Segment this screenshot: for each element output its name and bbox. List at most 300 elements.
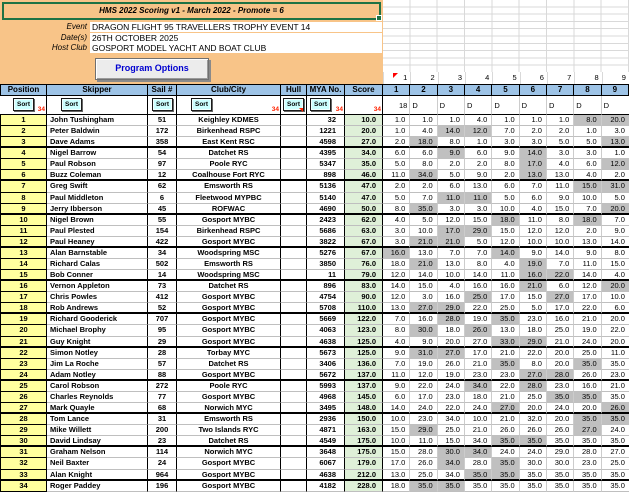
- race-result-cell: 4.0: [602, 270, 629, 281]
- race-result-cell: 9.0: [520, 248, 547, 259]
- hull-cell: [281, 159, 307, 170]
- race-result-cell: 32.0: [520, 414, 547, 425]
- race-result-cell: 14.0: [383, 403, 410, 414]
- column-header-row: [0, 84, 629, 96]
- sail-number-cell: 28: [148, 348, 177, 359]
- race-result-cell: 15.0: [383, 447, 410, 458]
- sheet-title-cell[interactable]: [2, 2, 381, 20]
- race-result-cell: 4.0: [383, 215, 410, 226]
- club-cell: Poole RYC: [177, 381, 281, 392]
- race-result-cell: 27.0: [465, 337, 492, 348]
- skipper-cell: Mike Willett: [47, 425, 148, 436]
- race-result-cell: 29.0: [520, 337, 547, 348]
- race-result-cell: 16.0: [520, 270, 547, 281]
- race-result-cell: 17.0: [574, 292, 601, 303]
- hull-cell: [281, 458, 307, 469]
- mya-number-cell: 5136: [307, 181, 345, 192]
- race-result-cell: 18.0: [438, 325, 465, 336]
- race-result-cell: 10.0: [383, 436, 410, 447]
- discard-flag: D: [466, 101, 473, 110]
- hull-cell: [281, 292, 307, 303]
- race-result-cell: 35.0: [492, 458, 519, 469]
- position-cell: 7: [0, 181, 47, 192]
- race-result-cell: 7.0: [602, 215, 629, 226]
- sail-number-cell: 62: [148, 181, 177, 192]
- skipper-cell: Michael Brophy: [47, 325, 148, 336]
- race-result-cell: 21.0: [520, 281, 547, 292]
- sort-button-mya[interactable]: Sort: [310, 98, 331, 111]
- race-result-cell: 21.0: [547, 337, 574, 348]
- score-cell: 175.0: [345, 436, 383, 447]
- race-result-cell: 29.0: [438, 303, 465, 314]
- sort-cell-hull: [281, 96, 307, 115]
- race-result-cell: 14.0: [492, 248, 519, 259]
- race-result-cell: 2.0: [383, 137, 410, 148]
- club-cell: Gosport MYBC: [177, 458, 281, 469]
- race-result-cell: 23.0: [410, 414, 437, 425]
- mya-number-cell: 5673: [307, 348, 345, 359]
- race-result-cell: 11.0: [465, 193, 492, 204]
- race-result-cell: 20.0: [602, 337, 629, 348]
- club-cell: Gosport MYBC: [177, 215, 281, 226]
- hull-cell: [281, 215, 307, 226]
- race-result-cell: 7.0: [383, 359, 410, 370]
- skipper-cell: Paul Plested: [47, 226, 148, 237]
- discard-flag: D: [576, 101, 582, 110]
- race-result-cell: 27.0: [438, 348, 465, 359]
- table-row: [0, 193, 629, 204]
- race-number-cell: 7: [547, 72, 574, 84]
- dates-value-cell[interactable]: 26TH OCTOBER 2025: [90, 33, 382, 43]
- mya-number-cell: 32: [307, 115, 345, 126]
- race-result-cell: 5.0: [438, 170, 465, 181]
- race-result-cell: 28.0: [438, 314, 465, 325]
- race-result-cell: 2.0: [574, 226, 601, 237]
- race-result-cell: 4.0: [465, 115, 492, 126]
- race-result-cell: 5.0: [520, 303, 547, 314]
- position-cell: 16: [0, 281, 47, 292]
- discard-flag: D: [412, 101, 418, 110]
- race-result-cell: 6.0: [574, 159, 601, 170]
- race-result-cell: 26.0: [465, 325, 492, 336]
- sort-cell-skip: [47, 96, 148, 115]
- race-result-cell: 11.0: [383, 370, 410, 381]
- mya-number-cell: 2423: [307, 215, 345, 226]
- mya-number-cell: 5276: [307, 248, 345, 259]
- club-cell: Gosport MYBC: [177, 481, 281, 492]
- hull-cell: [281, 126, 307, 137]
- club-cell: Datchet RS: [177, 359, 281, 370]
- score-cell: 228.0: [345, 481, 383, 492]
- race-result-cell: 17.0: [492, 292, 519, 303]
- race-result-cell: 22.0: [492, 381, 519, 392]
- mya-number-cell: 2936: [307, 414, 345, 425]
- race-result-cell: 21.0: [602, 381, 629, 392]
- race-result-cell: 30.0: [410, 325, 437, 336]
- table-row: [0, 115, 629, 126]
- race-result-cell: 15.0: [438, 436, 465, 447]
- race-result-cell: 4.0: [547, 159, 574, 170]
- event-value-cell[interactable]: DRAGON FLIGHT 95 TRAVELLERS TROPHY EVENT 14: [90, 22, 382, 32]
- host-club-row: [0, 43, 383, 53]
- race-sort-cell: [520, 96, 547, 115]
- sail-number-cell: 73: [148, 281, 177, 292]
- skipper-cell: Carol Robson: [47, 381, 148, 392]
- race-number-cell: 5: [492, 72, 519, 84]
- sort-button-club[interactable]: Sort: [191, 98, 212, 111]
- race-result-cell: 16.0: [492, 281, 519, 292]
- race-result-cell: 15.0: [520, 292, 547, 303]
- club-cell: Emsworth RS: [177, 259, 281, 270]
- discard-flag: D: [603, 101, 610, 110]
- club-cell: Datchet RS: [177, 436, 281, 447]
- mya-number-cell: 5686: [307, 226, 345, 237]
- race-result-cell: 24.0: [410, 403, 437, 414]
- race-result-cell: 8.0: [465, 259, 492, 270]
- race-result-cell: 35.0: [547, 470, 574, 481]
- race-result-cell: 27.0: [492, 403, 519, 414]
- position-cell: 29: [0, 425, 47, 436]
- race-result-cell: 35.0: [602, 481, 629, 492]
- race-result-cell: 12.0: [383, 292, 410, 303]
- position-cell: 8: [0, 193, 47, 204]
- race-result-cell: 15.0: [465, 215, 492, 226]
- position-cell: 27: [0, 403, 47, 414]
- race-result-cell: 29.0: [547, 447, 574, 458]
- skipper-cell: Jerry Ibberson: [47, 204, 148, 215]
- skipper-cell: Paul Robson: [47, 159, 148, 170]
- race-result-cell: 35.0: [602, 470, 629, 481]
- race-result-cell: 26.0: [520, 425, 547, 436]
- race-result-cell: 5.0: [602, 193, 629, 204]
- race-result-cell: 19.0: [465, 314, 492, 325]
- race-result-cell: 1.0: [410, 115, 437, 126]
- race-result-cell: 26.0: [438, 359, 465, 370]
- score-cell: 34.0: [345, 148, 383, 159]
- race-result-cell: 8.0: [383, 325, 410, 336]
- race-result-cell: 2.0: [492, 170, 519, 181]
- host-club-value-cell[interactable]: GOSPORT MODEL YACHT AND BOAT CLUB: [90, 43, 382, 53]
- skipper-cell: Buzz Coleman: [47, 170, 148, 181]
- sail-number-cell: 964: [148, 470, 177, 481]
- race-result-cell: 35.0: [602, 414, 629, 425]
- column-header-race: 9: [602, 84, 629, 96]
- race-result-cell: 24.0: [492, 447, 519, 458]
- mya-number-cell: 1221: [307, 126, 345, 137]
- hull-cell: [281, 403, 307, 414]
- race-result-cell: 21.0: [492, 348, 519, 359]
- race-result-cell: 25.0: [574, 348, 601, 359]
- race-result-cell: 34.0: [465, 381, 492, 392]
- race-result-cell: 9.0: [465, 170, 492, 181]
- race-result-cell: 35.0: [574, 414, 601, 425]
- club-cell: Gosport MYBC: [177, 325, 281, 336]
- race-result-cell: 35.0: [492, 481, 519, 492]
- position-cell: 19: [0, 314, 47, 325]
- mya-number-cell: 5672: [307, 370, 345, 381]
- sail-number-cell: 55: [148, 215, 177, 226]
- club-cell: Poole RYC: [177, 159, 281, 170]
- score-cell: 163.0: [345, 425, 383, 436]
- race-result-cell: 34.0: [465, 447, 492, 458]
- mya-number-cell: 896: [307, 281, 345, 292]
- race-result-cell: 35.0: [492, 470, 519, 481]
- mya-number-cell: 4063: [307, 325, 345, 336]
- mya-number-cell: 3495: [307, 403, 345, 414]
- race-result-cell: 35.0: [465, 481, 492, 492]
- results-table: [0, 115, 629, 492]
- race-result-cell: 8.0: [438, 137, 465, 148]
- hull-cell: [281, 414, 307, 425]
- race-result-cell: 3.0: [547, 148, 574, 159]
- skipper-cell: Nigel Brown: [47, 215, 148, 226]
- race-result-cell: 18.0: [383, 481, 410, 492]
- race-result-cell: 35.0: [602, 436, 629, 447]
- race-result-cell: 30.0: [547, 458, 574, 469]
- mya-number-cell: 3406: [307, 359, 345, 370]
- table-row: [0, 159, 629, 170]
- race-result-cell: 28.0: [574, 447, 601, 458]
- race-result-cell: 11.0: [438, 193, 465, 204]
- table-row: [0, 237, 629, 248]
- race-result-cell: 4.0: [438, 281, 465, 292]
- race-result-cell: 5.0: [574, 137, 601, 148]
- race-result-cell: 9.0: [383, 348, 410, 359]
- race-result-cell: 7.0: [465, 248, 492, 259]
- position-cell: 9: [0, 204, 47, 215]
- mya-number-cell: 5993: [307, 381, 345, 392]
- skipper-cell: Charles Reynolds: [47, 392, 148, 403]
- race-result-cell: 29.0: [465, 226, 492, 237]
- sort-button-pos[interactable]: Sort: [13, 98, 34, 111]
- column-header-hull: Hull: [281, 84, 307, 96]
- race-result-cell: 10.0: [383, 414, 410, 425]
- race-result-cell: 35.0: [410, 204, 437, 215]
- score-cell: 46.0: [345, 170, 383, 181]
- sort-button-skip[interactable]: Sort: [61, 98, 82, 111]
- race-result-cell: 15.0: [602, 259, 629, 270]
- column-header-race: 8: [574, 84, 601, 96]
- program-options-button[interactable]: Program Options: [95, 58, 209, 80]
- hull-cell: [281, 248, 307, 259]
- table-row: [0, 148, 629, 159]
- hull-cell: [281, 204, 307, 215]
- race-result-cell: 26.0: [574, 370, 601, 381]
- table-row: [0, 337, 629, 348]
- race-result-cell: 12.0: [438, 215, 465, 226]
- table-row: [0, 381, 629, 392]
- race-result-cell: 28.0: [465, 458, 492, 469]
- skipper-cell: Vernon Appleton: [47, 281, 148, 292]
- race-result-cell: 35.0: [547, 392, 574, 403]
- race-result-cell: 23.0: [574, 458, 601, 469]
- skipper-cell: Greg Swift: [47, 181, 148, 192]
- race-result-cell: 24.0: [520, 447, 547, 458]
- mya-number-cell: 4754: [307, 292, 345, 303]
- race-result-cell: 14.0: [547, 248, 574, 259]
- race-number-cell: 8: [574, 72, 601, 84]
- club-cell: Gosport MYBC: [177, 370, 281, 381]
- event-label: Event: [66, 22, 87, 31]
- race-result-cell: 24.0: [547, 403, 574, 414]
- sail-number-cell: 68: [148, 403, 177, 414]
- position-cell: 28: [0, 414, 47, 425]
- race-result-cell: 11.0: [383, 170, 410, 181]
- race-result-cell: 25.0: [465, 292, 492, 303]
- hull-cell: [281, 314, 307, 325]
- race-sort-cell: [602, 96, 629, 115]
- race-result-cell: 7.0: [438, 248, 465, 259]
- race-result-cell: 7.0: [547, 259, 574, 270]
- skipper-cell: Graham Nelson: [47, 447, 148, 458]
- hull-cell: [281, 436, 307, 447]
- race-result-cell: 12.0: [602, 159, 629, 170]
- race-result-cell: 3.0: [410, 292, 437, 303]
- column-header-race: 5: [492, 84, 519, 96]
- sail-number-cell: 45: [148, 204, 177, 215]
- sort-cell-sail: [148, 96, 177, 115]
- race-result-cell: 8.0: [547, 215, 574, 226]
- race-result-cell: 9.0: [574, 248, 601, 259]
- race-result-cell: 1.0: [520, 115, 547, 126]
- column-header-race: 4: [465, 84, 492, 96]
- club-cell: Emsworth RS: [177, 181, 281, 192]
- race-result-cell: 11.0: [520, 215, 547, 226]
- skipper-cell: Dave Adams: [47, 137, 148, 148]
- race-number-cell: 1: [383, 72, 410, 84]
- race-result-cell: 13.0: [602, 137, 629, 148]
- race-result-cell: 35.0: [574, 470, 601, 481]
- race-result-cell: 20.0: [520, 403, 547, 414]
- club-cell: Birkenhead RSPC: [177, 226, 281, 237]
- sail-number-cell: 34: [148, 248, 177, 259]
- race-result-cell: 14.0: [383, 281, 410, 292]
- race-result-cell: 18.0: [574, 215, 601, 226]
- table-row: [0, 470, 629, 481]
- race-number-cell: 6: [520, 72, 547, 84]
- table-row: [0, 204, 629, 215]
- race-result-cell: 3.0: [520, 137, 547, 148]
- sail-number-cell: 95: [148, 325, 177, 336]
- position-cell: 24: [0, 370, 47, 381]
- skipper-cell: Rob Andrews: [47, 303, 148, 314]
- mya-number-cell: 4968: [307, 392, 345, 403]
- skipper-cell: Paul Heaney: [47, 237, 148, 248]
- position-cell: 33: [0, 470, 47, 481]
- sail-number-cell: 23: [148, 436, 177, 447]
- club-cell: Fleetwood MYPBC: [177, 193, 281, 204]
- club-cell: Gosport MYBC: [177, 237, 281, 248]
- race-result-cell: 12.0: [465, 126, 492, 137]
- score-cell: 90.0: [345, 292, 383, 303]
- entry-count-marker: 34: [373, 106, 381, 113]
- race-result-cell: 10.0: [602, 292, 629, 303]
- race-result-cell: 3.0: [465, 204, 492, 215]
- hull-cell: [281, 425, 307, 436]
- table-row: [0, 392, 629, 403]
- sort-button-sail[interactable]: Sort: [152, 98, 173, 111]
- score-cell: 212.0: [345, 470, 383, 481]
- race-result-cell: 23.0: [520, 314, 547, 325]
- column-header-race: 7: [547, 84, 574, 96]
- discard-flag: D: [521, 101, 528, 110]
- race-result-cell: 15.0: [547, 204, 574, 215]
- score-cell: 125.0: [345, 348, 383, 359]
- race-result-cell: 14.0: [520, 148, 547, 159]
- race-result-cell: 5.0: [383, 193, 410, 204]
- score-cell: 110.0: [345, 303, 383, 314]
- race-number-row: [383, 72, 629, 84]
- race-result-cell: 22.0: [410, 381, 437, 392]
- mya-number-cell: 4182: [307, 481, 345, 492]
- race-result-cell: 1.0: [383, 115, 410, 126]
- club-cell: Two Islands RYC: [177, 425, 281, 436]
- race-result-cell: 13.0: [465, 181, 492, 192]
- table-row: [0, 226, 629, 237]
- sort-button-hull[interactable]: Sort: [283, 98, 304, 111]
- hull-cell: [281, 148, 307, 159]
- score-cell: 35.0: [345, 159, 383, 170]
- race-result-cell: 8.0: [492, 159, 519, 170]
- sail-number-cell: 412: [148, 292, 177, 303]
- race-result-cell: 18.0: [465, 392, 492, 403]
- score-cell: 125.0: [345, 337, 383, 348]
- score-cell: 150.0: [345, 414, 383, 425]
- column-header-race: 3: [438, 84, 465, 96]
- table-row: [0, 281, 629, 292]
- race-result-cell: 17.0: [438, 226, 465, 237]
- race-result-cell: 6.0: [547, 281, 574, 292]
- race-result-cell: 20.0: [547, 414, 574, 425]
- race-result-cell: 10.0: [465, 414, 492, 425]
- skipper-cell: Chris Powles: [47, 292, 148, 303]
- sail-number-cell: 88: [148, 370, 177, 381]
- selection-handle-icon[interactable]: [376, 15, 382, 21]
- score-cell: 79.0: [345, 270, 383, 281]
- mya-number-cell: 4871: [307, 425, 345, 436]
- race-result-cell: 4.0: [383, 337, 410, 348]
- race-result-cell: 20.0: [438, 337, 465, 348]
- race-result-cell: 9.0: [438, 148, 465, 159]
- race-result-cell: 31.0: [410, 348, 437, 359]
- table-row: [0, 425, 629, 436]
- score-cell: 67.0: [345, 248, 383, 259]
- race-result-cell: 1.0: [602, 148, 629, 159]
- club-cell: Gosport MYBC: [177, 392, 281, 403]
- table-row: [0, 292, 629, 303]
- column-header-mya: MYA No.: [307, 84, 345, 96]
- column-header-race: 1: [383, 84, 410, 96]
- table-row: [0, 270, 629, 281]
- race-result-cell: 19.0: [410, 359, 437, 370]
- race-result-cell: 17.0: [547, 303, 574, 314]
- position-cell: 32: [0, 458, 47, 469]
- column-header-race: 2: [410, 84, 437, 96]
- position-cell: 22: [0, 348, 47, 359]
- race-result-cell: 14.0: [438, 126, 465, 137]
- race-result-cell: 3.0: [438, 204, 465, 215]
- sail-number-cell: 154: [148, 226, 177, 237]
- race-result-cell: 22.0: [602, 325, 629, 336]
- race-result-cell: 35.0: [520, 436, 547, 447]
- empty-grid-area: [383, 0, 629, 72]
- race-result-cell: 25.0: [602, 458, 629, 469]
- race-result-cell: 10.0: [520, 237, 547, 248]
- race-result-cell: 25.0: [410, 470, 437, 481]
- skipper-cell: Tom Lance: [47, 414, 148, 425]
- race-result-cell: 35.0: [410, 481, 437, 492]
- race-result-cell: 17.0: [383, 458, 410, 469]
